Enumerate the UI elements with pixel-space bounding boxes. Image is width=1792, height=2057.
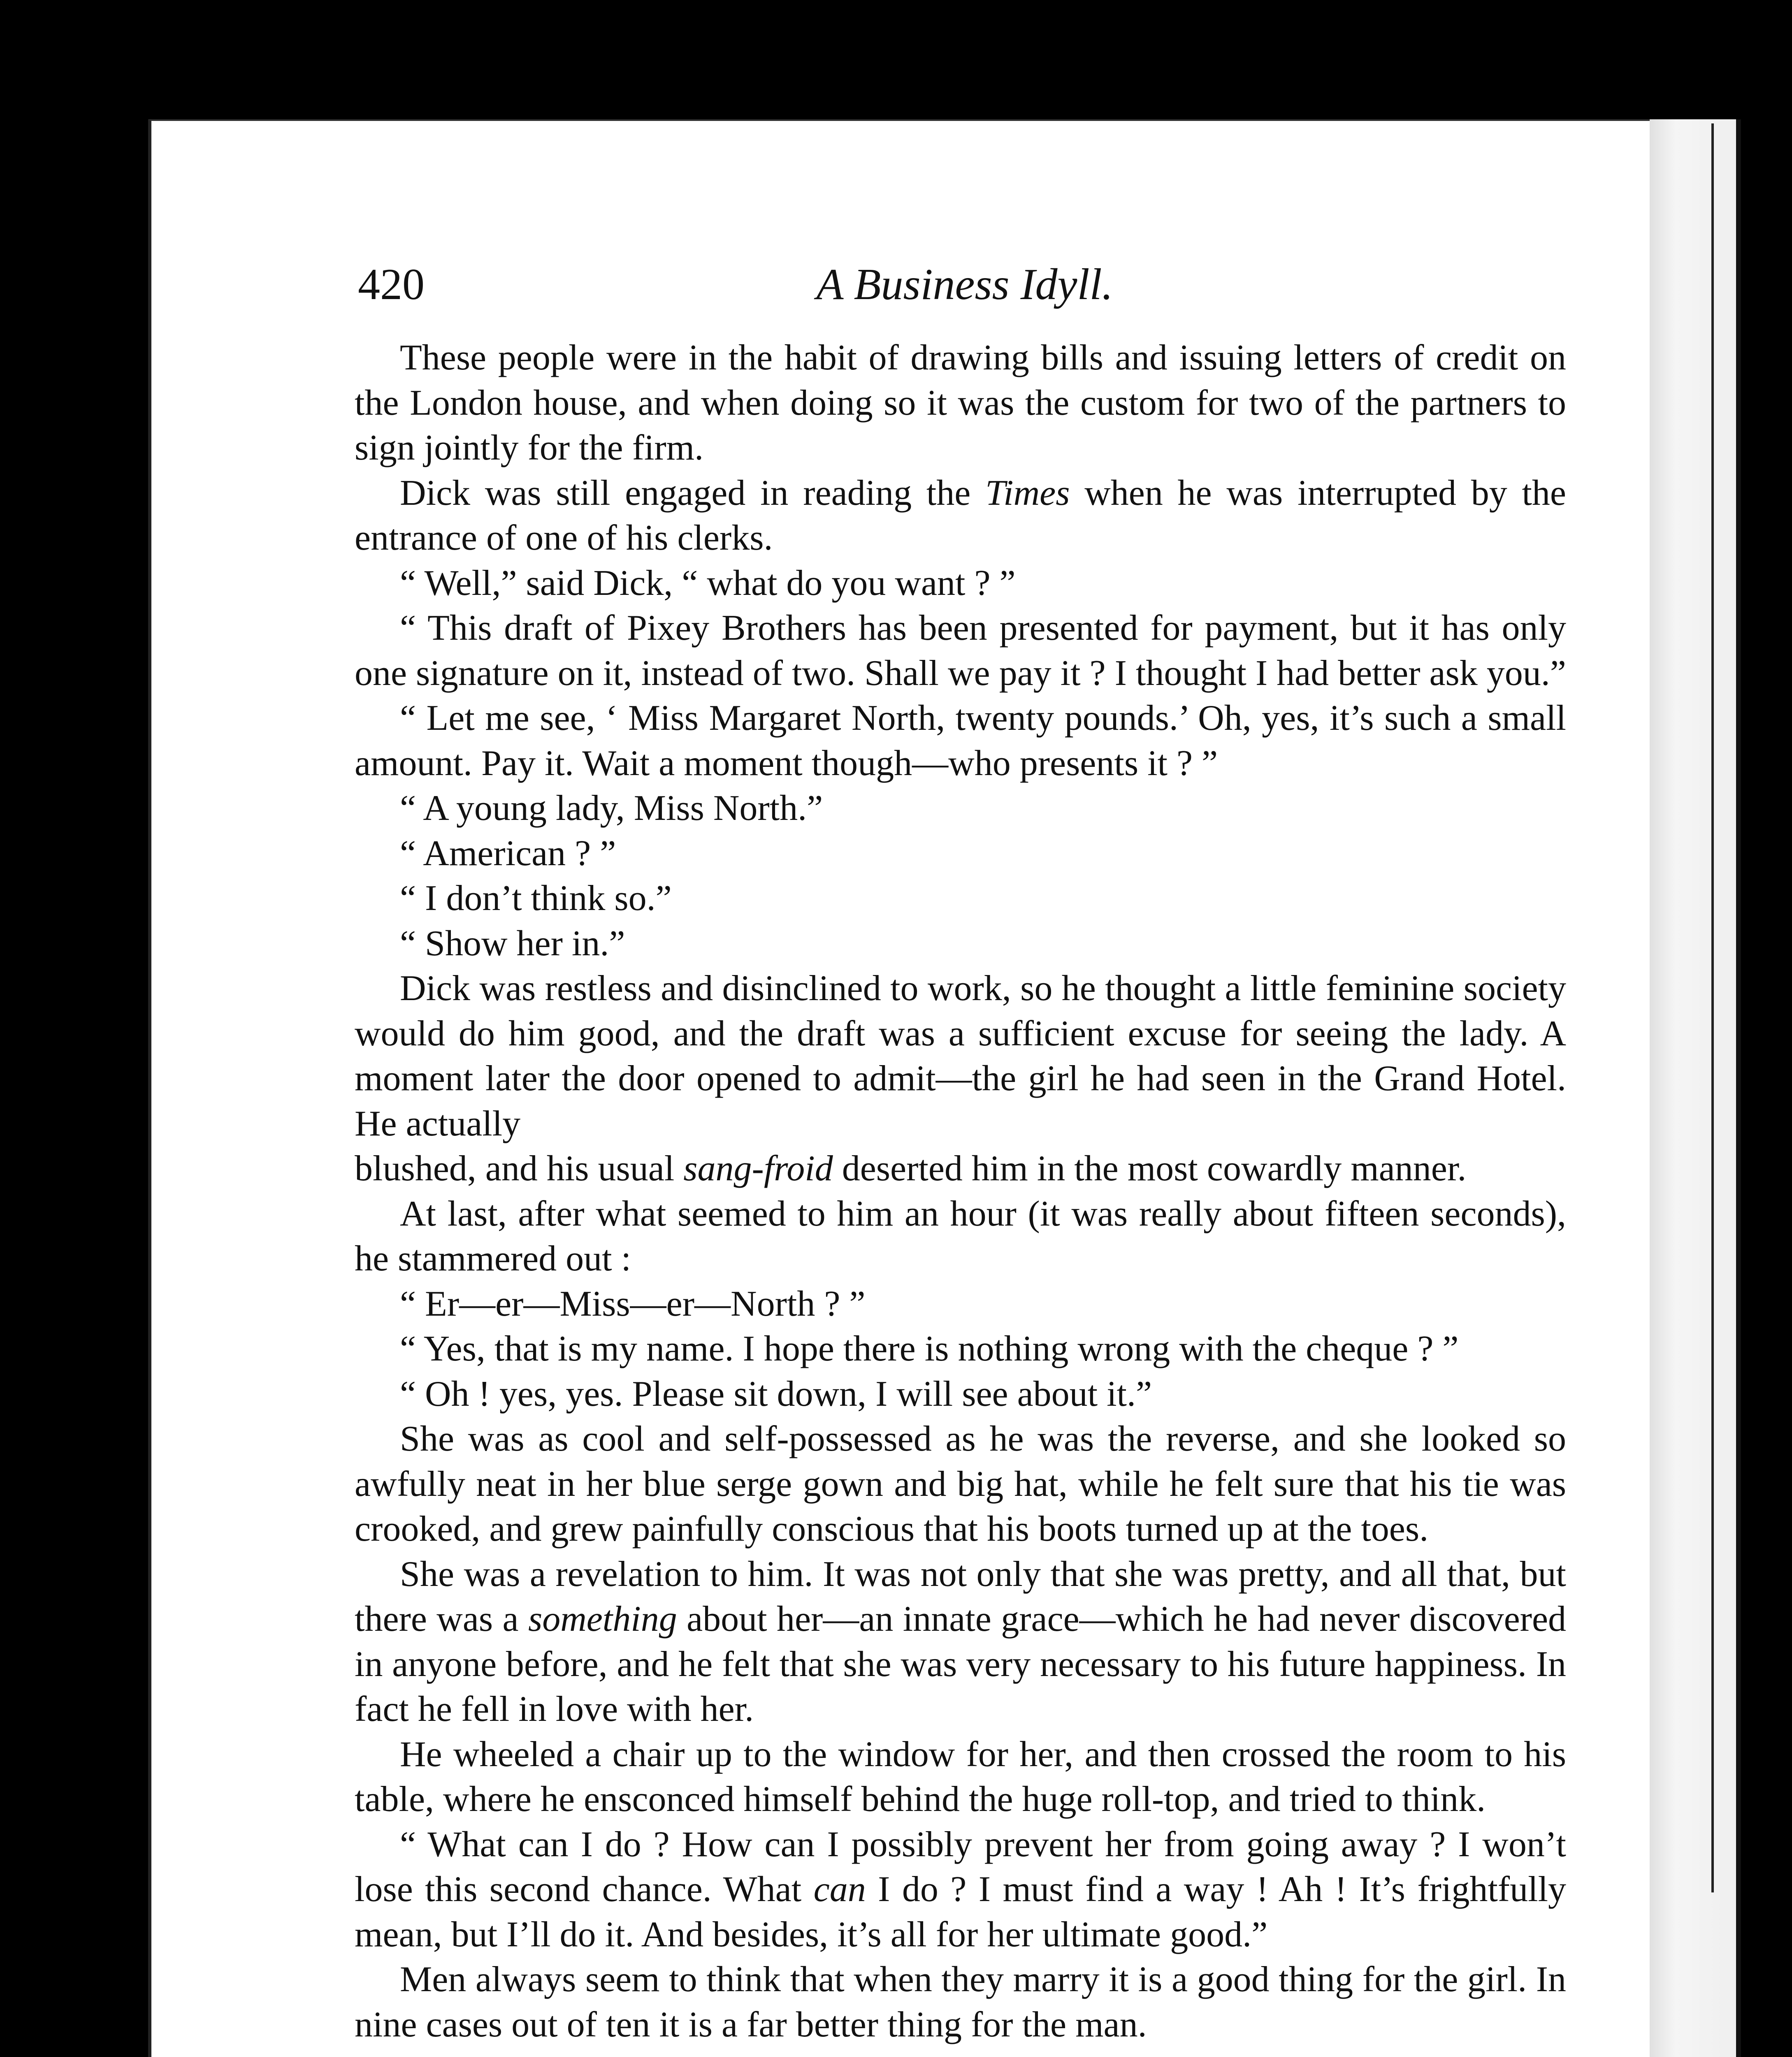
body-text — [355, 335, 1566, 2047]
paragraph: “ Let me see, ‘ Miss Margaret North, twenty pounds.’ Oh, yes, it’s such a small amount. Pay it. Wait a moment though—who presents it ? ” — [355, 698, 1566, 783]
paragraph: “ Yes, that is my name. I hope there is nothing wrong with the cheque ? ” — [400, 1329, 1459, 1369]
paragraph: “ Show her in.” — [400, 923, 625, 963]
emphasis-text: something — [528, 1599, 677, 1639]
page-gutter-shadow — [1650, 119, 1741, 2057]
paragraph: Men always seem to think that when they marry it is a good thing for the girl. In nine cases out of ten it is a far better thing for the man. — [355, 1959, 1566, 2045]
emphasis-text: can — [813, 1869, 866, 1909]
paragraph: “ Oh ! yes, yes. Please sit down, I will see about it.” — [400, 1374, 1152, 1414]
paragraph: She was a revelation to him. It was not only that she was pretty, and all that, but there was a something about her—an innate grace—which he had never discovered in anyone before, and he felt that she was very necessary to his future happiness. In fact he fell in love with her. — [355, 1554, 1566, 1729]
running-title: A Business Idyll. — [816, 260, 1113, 309]
paragraph: She was as cool and self-possessed as he was the reverse, and she looked so awfully neat in her blue serge gown and big hat, while he felt sure that his tie was crooked, and grew painfully conscious that his boots turned up at the toes. — [355, 1419, 1566, 1549]
paragraph: “ American ? ” — [400, 833, 616, 873]
emphasis-text: sang-froid — [683, 1149, 833, 1189]
paragraph: He wheeled a chair up to the window for her, and then crossed the room to his table, where he ensconced himself behind the huge roll-top, and tried to think. — [355, 1734, 1566, 1819]
paragraph: “ A young lady, Miss North.” — [400, 788, 823, 828]
paragraph: “ What can I do ? How can I possibly prevent her from going away ? I won’t lose this second chance. What can I do ? I must find a way ! Ah ! It’s frightfully mean, but I’ll do it. And besides, it’s all for her ultimate good.” — [355, 1824, 1566, 1955]
paragraph: “ Well,” said Dick, “ what do you want ? ” — [400, 563, 1016, 603]
page-number: 420 — [358, 260, 425, 309]
paragraph: blushed, and his usual sang-froid deserted him in the most cowardly manner. — [355, 1149, 1467, 1189]
page-header — [358, 259, 1571, 309]
paragraph: “ Er—er—Miss—er—North ? ” — [400, 1284, 866, 1324]
paragraph: “ I don’t think so.” — [400, 878, 672, 918]
paragraph: Dick was restless and disinclined to work, so he thought a little feminine society would do him good, and the draft was a sufficient excuse for seeing the lady. A moment later the door opened to admit—the girl he had seen in the Grand Hotel. He actually — [355, 968, 1566, 1144]
emphasis-text: Times — [985, 473, 1070, 513]
paragraph: “ This draft of Pixey Brothers has been presented for payment, but it has only one signature on it, instead of two. Shall we pay it ? I thought I had better ask you.” — [355, 608, 1566, 693]
page-edge-line — [1711, 123, 1714, 1892]
paragraph: Dick was still engaged in reading the Times when he was interrupted by the entrance of one of his clerks. — [355, 473, 1566, 558]
paragraph: At last, after what seemed to him an hour (it was really about fifteen seconds), he stammered out : — [355, 1193, 1566, 1279]
paragraph: These people were in the habit of drawing bills and issuing letters of credit on the London house, and when doing so it was the custom for two of the partners to sign jointly for the firm. — [355, 338, 1566, 468]
